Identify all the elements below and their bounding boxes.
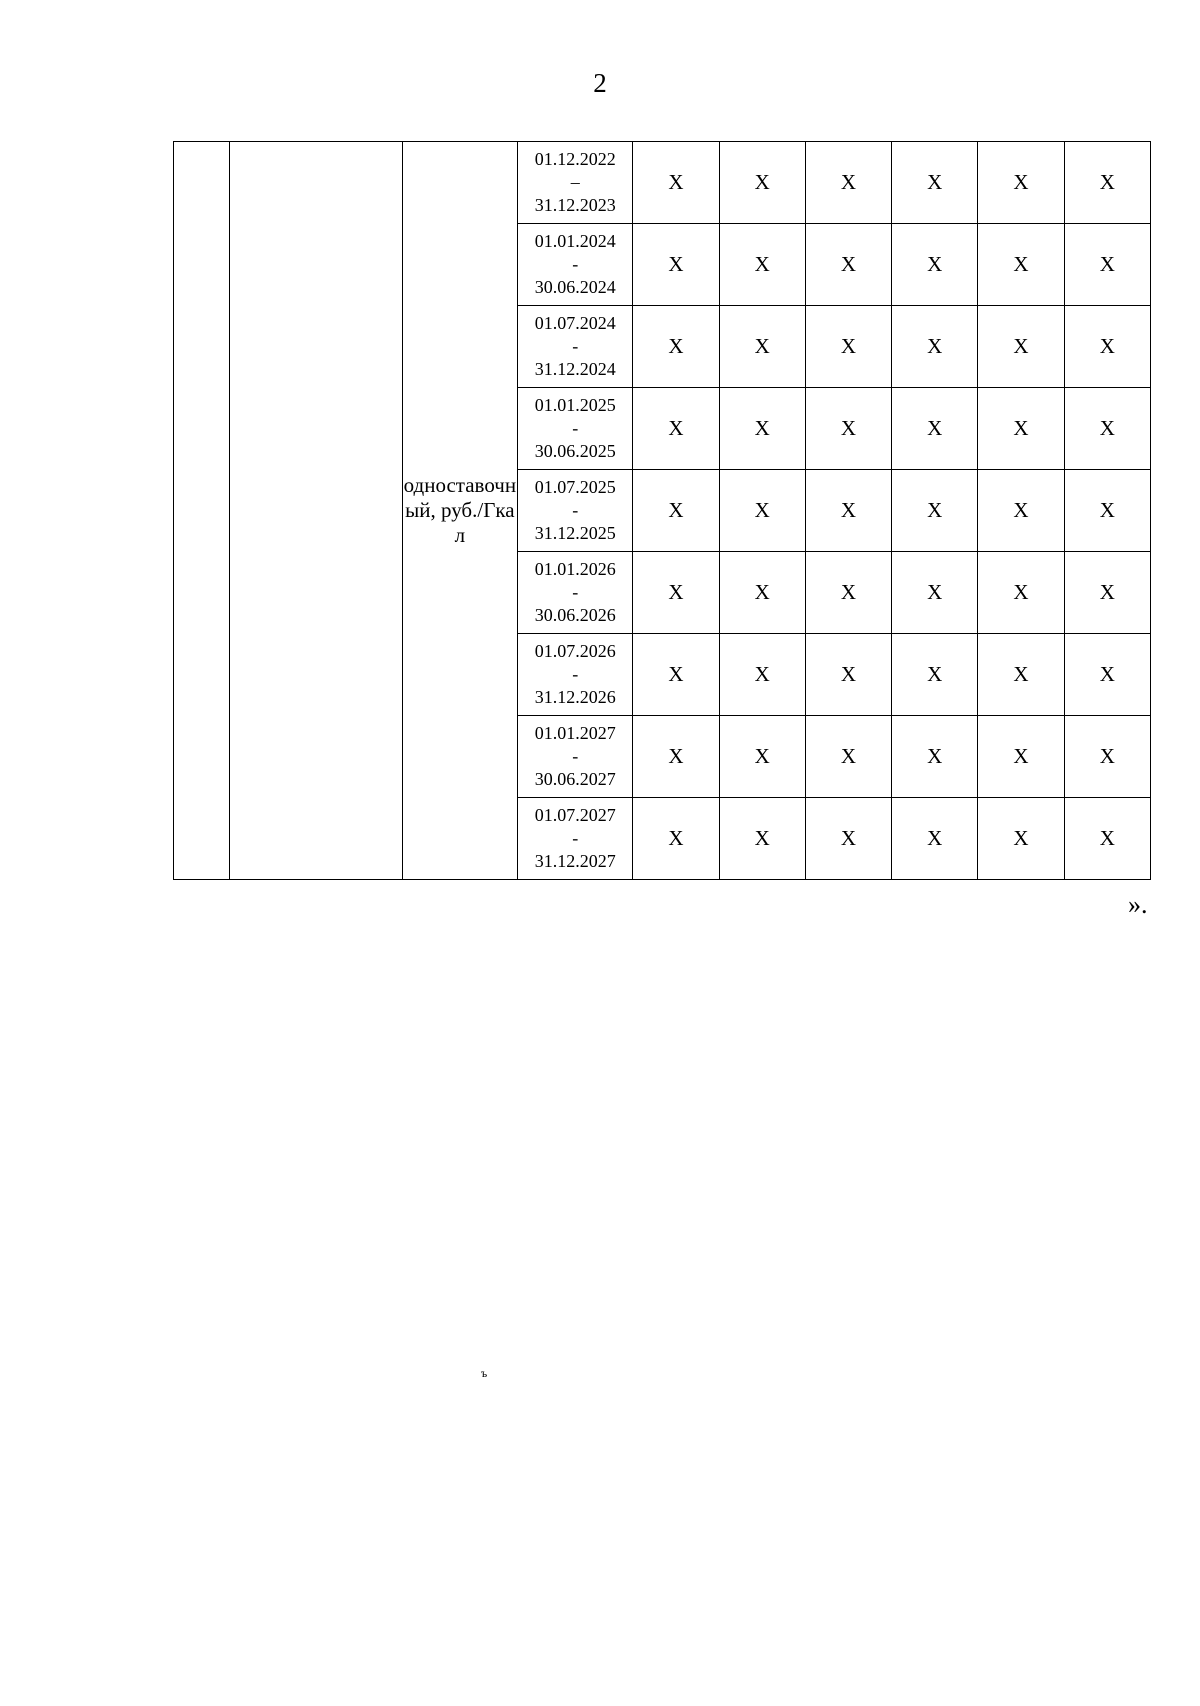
value-cell: Х [892, 388, 978, 470]
period-end: 30.06.2026 [534, 605, 616, 625]
value-cell: Х [719, 142, 805, 224]
value-cell: Х [633, 798, 719, 880]
period-sep: - [572, 254, 579, 274]
value-cell: Х [805, 388, 891, 470]
value-cell: Х [633, 388, 719, 470]
value-cell: Х [719, 716, 805, 798]
value-cell: Х [719, 634, 805, 716]
value-cell: Х [633, 306, 719, 388]
period-end: 31.12.2026 [534, 687, 616, 707]
period-end: 30.06.2027 [534, 769, 616, 789]
value-cell: Х [892, 306, 978, 388]
value-cell: Х [805, 634, 891, 716]
period-sep: - [572, 418, 579, 438]
value-cell: Х [1064, 716, 1150, 798]
value-cell: Х [633, 634, 719, 716]
period-cell [518, 470, 633, 552]
value-cell: Х [805, 224, 891, 306]
closing-quote-mark: ». [1128, 890, 1148, 919]
period-cell [518, 552, 633, 634]
period-sep: - [572, 336, 579, 356]
value-cell: Х [1064, 142, 1150, 224]
period-sep: - [572, 582, 579, 602]
period-sep: – [570, 172, 580, 192]
value-cell: Х [1064, 224, 1150, 306]
value-cell: Х [1064, 470, 1150, 552]
value-cell: Х [1064, 798, 1150, 880]
tariff-type-cell: одноставочный, руб./Гкал [402, 142, 517, 880]
tariff-table [173, 141, 1151, 880]
value-cell: Х [805, 552, 891, 634]
value-cell: Х [892, 142, 978, 224]
value-cell: Х [892, 470, 978, 552]
value-cell: Х [1064, 306, 1150, 388]
value-cell: Х [892, 716, 978, 798]
value-cell: Х [633, 142, 719, 224]
value-cell: Х [1064, 634, 1150, 716]
organization-cell [230, 142, 403, 880]
value-cell: Х [719, 388, 805, 470]
value-cell: Х [805, 306, 891, 388]
value-cell: Х [1064, 388, 1150, 470]
period-sep: - [572, 828, 579, 848]
tariff-table-body [174, 142, 1151, 880]
value-cell: Х [719, 470, 805, 552]
value-cell: Х [719, 798, 805, 880]
period-start: 01.01.2025 [534, 395, 616, 415]
period-end: 30.06.2025 [534, 441, 616, 461]
period-sep: - [572, 500, 579, 520]
value-cell: Х [978, 388, 1064, 470]
value-cell: Х [633, 224, 719, 306]
period-cell [518, 716, 633, 798]
value-cell: Х [978, 470, 1064, 552]
value-cell: Х [805, 470, 891, 552]
value-cell: Х [805, 142, 891, 224]
period-start: 01.12.2022 [534, 149, 616, 169]
period-start: 01.01.2024 [534, 231, 616, 251]
period-start: 01.01.2027 [534, 723, 616, 743]
period-cell [518, 224, 633, 306]
period-end: 31.12.2024 [534, 359, 616, 379]
value-cell: Х [719, 306, 805, 388]
period-start: 01.07.2024 [534, 313, 616, 333]
value-cell: Х [978, 798, 1064, 880]
value-cell: Х [978, 552, 1064, 634]
period-start: 01.07.2027 [534, 805, 616, 825]
period-end: 31.12.2023 [534, 195, 616, 215]
period-sep: - [572, 664, 579, 684]
value-cell: Х [978, 306, 1064, 388]
value-cell: Х [805, 798, 891, 880]
page-number [0, 68, 1200, 98]
value-cell: Х [892, 224, 978, 306]
value-cell: Х [892, 798, 978, 880]
value-cell: Х [633, 552, 719, 634]
period-end: 31.12.2027 [534, 851, 616, 871]
period-end: 30.06.2024 [534, 277, 616, 297]
period-start: 01.07.2025 [534, 477, 616, 497]
period-start: 01.07.2026 [534, 641, 616, 661]
value-cell: Х [892, 634, 978, 716]
value-cell: Х [978, 224, 1064, 306]
period-cell [518, 142, 633, 224]
value-cell: Х [892, 552, 978, 634]
table-row [174, 142, 1151, 224]
value-cell: Х [719, 224, 805, 306]
period-cell [518, 634, 633, 716]
value-cell: Х [978, 634, 1064, 716]
period-sep: - [572, 746, 579, 766]
period-cell [518, 306, 633, 388]
value-cell: Х [633, 716, 719, 798]
value-cell: Х [805, 716, 891, 798]
value-cell: Х [1064, 552, 1150, 634]
period-cell [518, 388, 633, 470]
value-cell: Х [978, 716, 1064, 798]
value-cell: Х [633, 470, 719, 552]
stray-mark: ъ [481, 1366, 488, 1380]
value-cell: Х [719, 552, 805, 634]
period-end: 31.12.2025 [534, 523, 616, 543]
value-cell: Х [978, 142, 1064, 224]
period-cell [518, 798, 633, 880]
page-number-text: 2 [593, 68, 607, 98]
number-cell [174, 142, 230, 880]
period-start: 01.01.2026 [534, 559, 616, 579]
